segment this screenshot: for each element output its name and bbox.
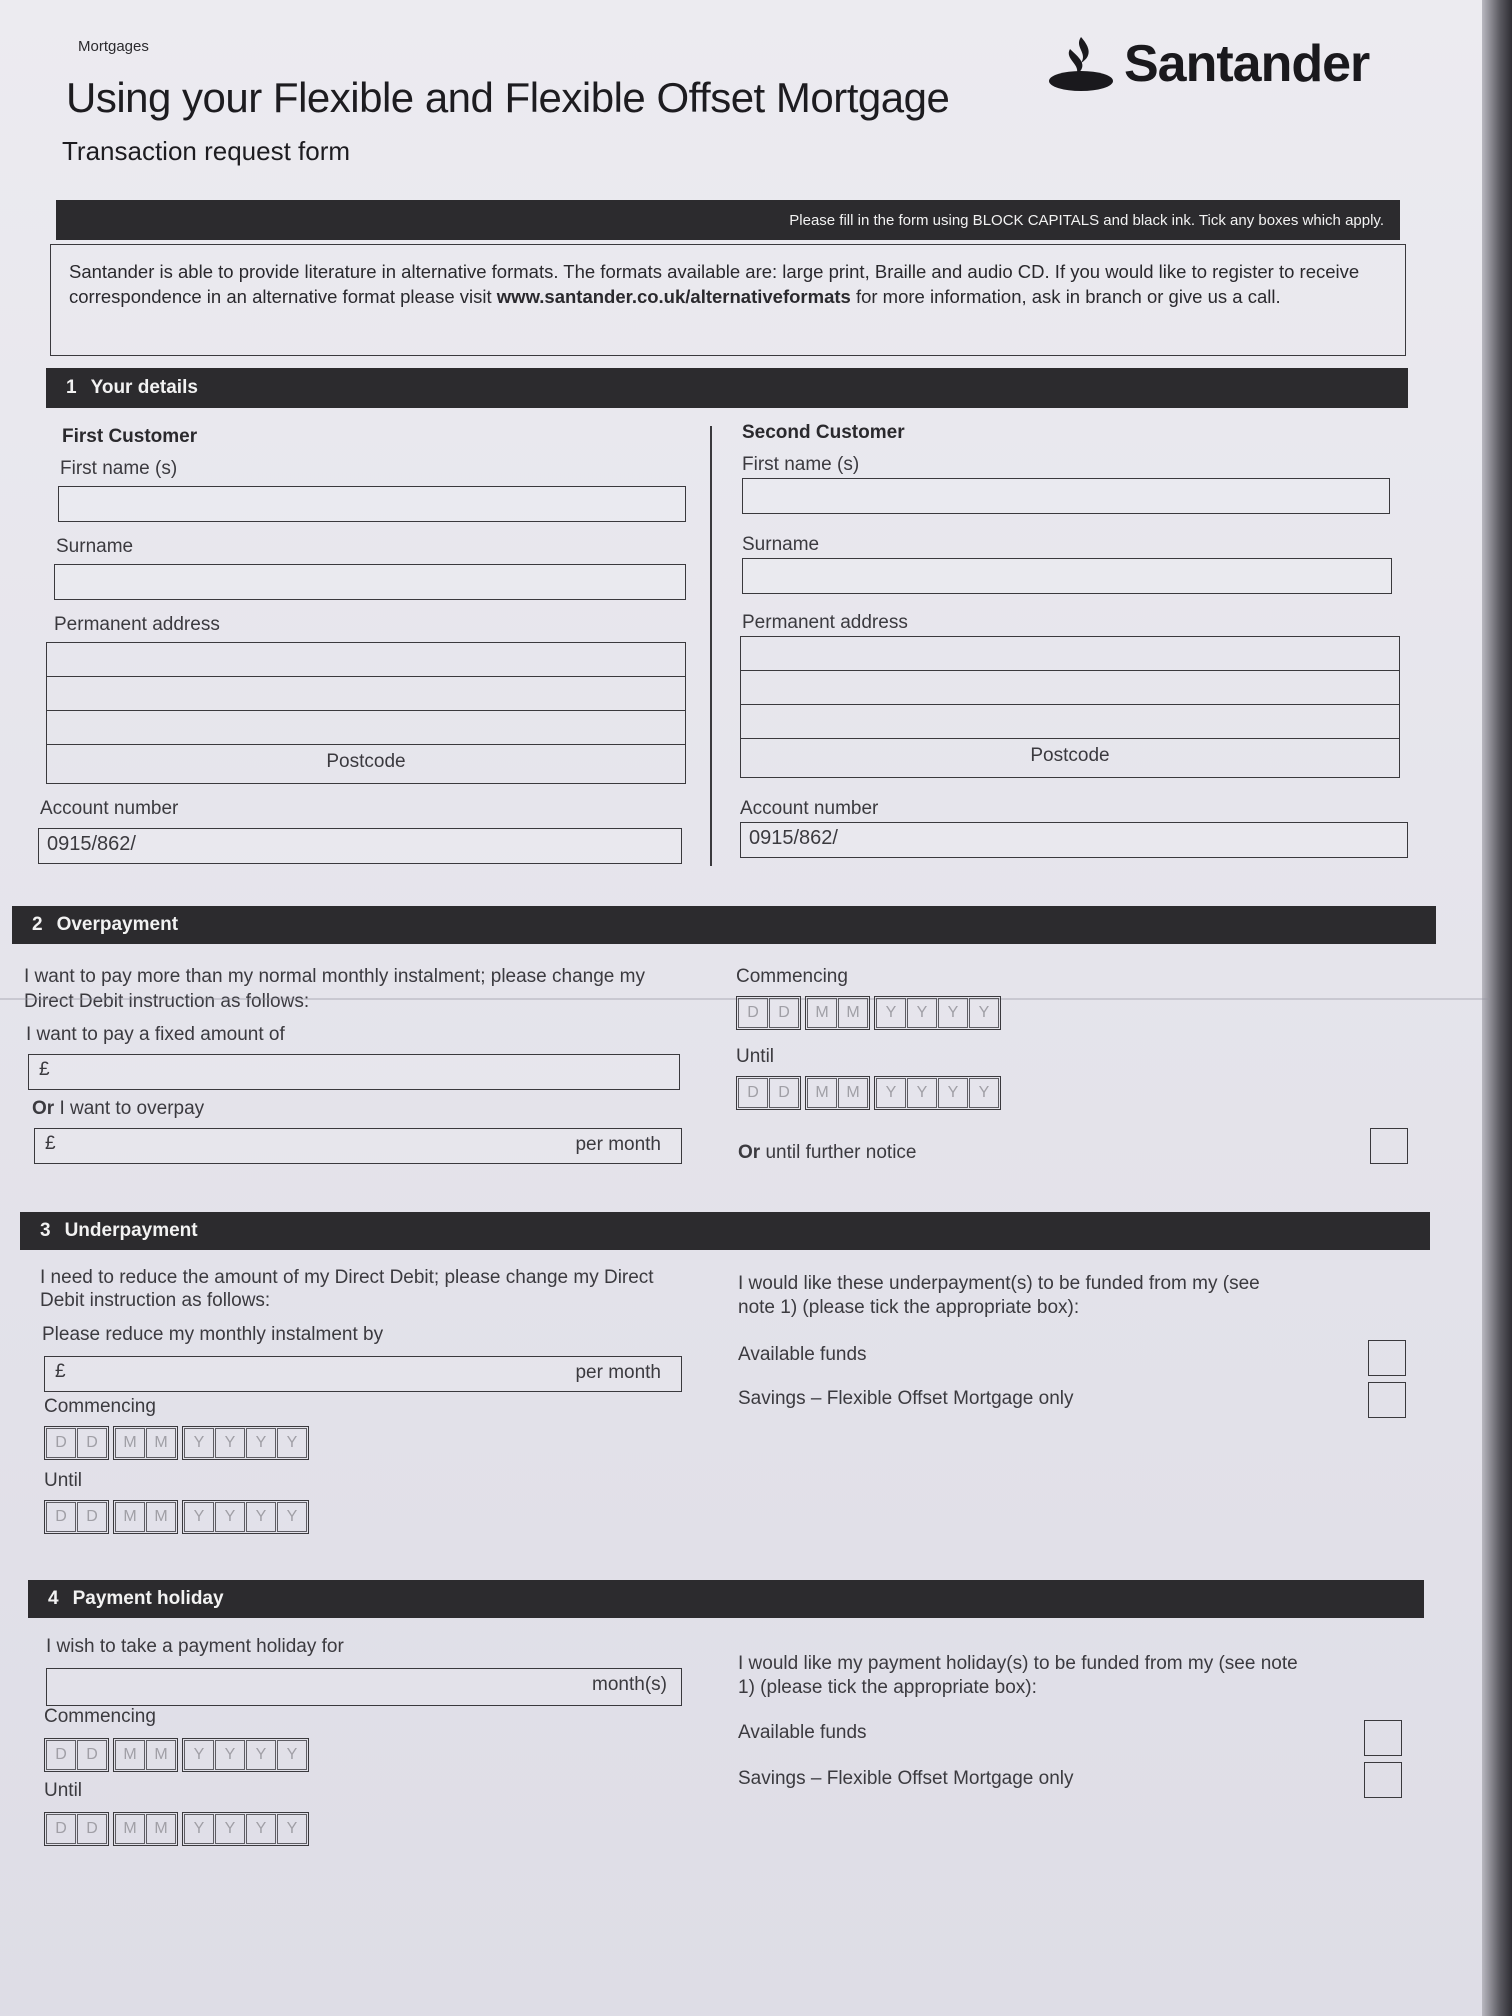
day-group[interactable]	[736, 1076, 801, 1110]
underpay-available-funds-checkbox[interactable]	[1368, 1340, 1406, 1376]
underpay-savings-checkbox[interactable]	[1368, 1382, 1406, 1418]
date-cell[interactable]: Y	[876, 1078, 906, 1108]
or-text: Or	[32, 1098, 55, 1119]
date-cell[interactable]: Y	[215, 1740, 245, 1770]
day-group[interactable]	[44, 1426, 109, 1460]
address-line-1[interactable]	[741, 637, 1399, 671]
section-4-header	[28, 1580, 1424, 1618]
date-cell[interactable]: Y	[907, 1078, 937, 1108]
underpay-funded-label: I would like these underpayment(s) to be funded from my (see note 1) (please tick the appropriate box):	[738, 1273, 1260, 1318]
page-title: Using your Flexible and Flexible Offset Mortgage	[66, 74, 950, 121]
alternative-formats-link[interactable]: www.santander.co.uk/alternativeformats	[496, 286, 851, 307]
first-customer-address-input[interactable]	[46, 642, 686, 784]
date-cell[interactable]: Y	[246, 1502, 276, 1532]
day-group[interactable]	[736, 996, 801, 1030]
first-customer-account-value: 0915/862/	[47, 833, 136, 855]
date-cell[interactable]: Y	[246, 1814, 276, 1844]
date-cell[interactable]: Y	[876, 998, 906, 1028]
date-cell[interactable]: Y	[184, 1428, 214, 1458]
section-4-number: 4	[48, 1588, 59, 1609]
date-cell[interactable]: Y	[215, 1814, 245, 1844]
first-customer-address-label: Permanent address	[54, 614, 220, 635]
date-cell[interactable]: M	[146, 1814, 176, 1844]
date-cell[interactable]: Y	[246, 1428, 276, 1458]
date-cell[interactable]: D	[46, 1814, 76, 1844]
second-customer-account-value: 0915/862/	[749, 827, 838, 849]
section-2-number: 2	[32, 914, 43, 935]
year-group[interactable]	[874, 996, 1001, 1030]
per-month-suffix: per month	[575, 1362, 661, 1383]
date-cell[interactable]: M	[115, 1428, 145, 1458]
holiday-savings-label: Savings – Flexible Offset Mortgage only	[738, 1768, 1074, 1789]
second-customer-first-name-label: First name (s)	[742, 454, 860, 475]
first-customer-heading: First Customer	[62, 426, 198, 447]
first-customer-account-input[interactable]	[38, 828, 682, 864]
address-line-2[interactable]	[741, 671, 1399, 705]
holiday-available-funds-label: Available funds	[738, 1722, 867, 1743]
date-cell[interactable]: Y	[277, 1814, 307, 1844]
first-customer-first-name-input[interactable]	[58, 486, 686, 522]
date-cell[interactable]: Y	[969, 998, 999, 1028]
holiday-until-label: Until	[44, 1780, 83, 1801]
date-cell[interactable]: Y	[277, 1740, 307, 1770]
date-cell[interactable]: M	[838, 1078, 868, 1108]
day-group[interactable]	[44, 1500, 109, 1534]
info-text-1: Santander is able to provide literature in alternative formats. The formats available are: large print, Braille and audio CD. If you would like to register to receive correspondence in an alternative format please visit	[69, 261, 1360, 307]
customer-divider	[710, 426, 712, 866]
date-cell[interactable]: D	[77, 1428, 107, 1458]
date-cell[interactable]: Y	[277, 1428, 307, 1458]
second-customer-address-label: Permanent address	[742, 612, 908, 633]
postcode-row[interactable]: Postcode	[1030, 745, 1110, 766]
date-cell[interactable]: D	[77, 1740, 107, 1770]
first-customer-surname-label: Surname	[56, 536, 134, 557]
further-notice-text: until further notice	[760, 1142, 917, 1163]
notice-bar	[56, 200, 1400, 240]
second-customer-first-name-input[interactable]	[742, 478, 1390, 514]
second-customer-surname-input[interactable]	[742, 558, 1392, 594]
alternative-formats-box	[50, 244, 1406, 356]
month-group[interactable]	[113, 1738, 178, 1772]
date-cell[interactable]: D	[77, 1814, 107, 1844]
holiday-savings-checkbox[interactable]	[1364, 1762, 1402, 1798]
holiday-commencing-date[interactable]	[44, 1738, 309, 1772]
date-cell[interactable]: Y	[938, 998, 968, 1028]
date-cell[interactable]: M	[146, 1740, 176, 1770]
date-cell[interactable]: Y	[215, 1502, 245, 1532]
overpay-commencing-label: Commencing	[736, 966, 848, 987]
category-label: Mortgages	[78, 38, 149, 55]
currency-symbol: £	[55, 1361, 66, 1382]
section-1-header	[46, 368, 1408, 408]
first-customer-account-label: Account number	[40, 798, 179, 819]
holiday-months-input[interactable]	[46, 1668, 682, 1706]
page-edge-shadow	[1482, 0, 1512, 2016]
holiday-funded-label: I would like my payment holiday(s) to be funded from my (see note 1) (please tick the appropriate box):	[738, 1653, 1298, 1698]
section-3-number: 3	[40, 1220, 51, 1241]
holiday-label: I wish to take a payment holiday for	[46, 1636, 344, 1657]
holiday-until-date[interactable]	[44, 1812, 309, 1846]
first-customer-surname-input[interactable]	[54, 564, 686, 600]
date-cell[interactable]: Y	[938, 1078, 968, 1108]
section-4-title: Payment holiday	[72, 1588, 224, 1609]
first-customer-first-name-label: First name (s)	[60, 458, 178, 479]
month-group[interactable]	[113, 1812, 178, 1846]
postcode-row[interactable]: Postcode	[326, 751, 406, 772]
date-cell[interactable]: M	[115, 1814, 145, 1844]
section-1-title: Your details	[90, 377, 198, 398]
holiday-available-funds-checkbox[interactable]	[1364, 1720, 1402, 1756]
date-cell[interactable]: Y	[184, 1740, 214, 1770]
second-customer-surname-label: Surname	[742, 534, 820, 555]
date-cell[interactable]: M	[838, 998, 868, 1028]
or-text: Or	[738, 1142, 761, 1163]
date-cell[interactable]: Y	[907, 998, 937, 1028]
second-customer-address-input[interactable]	[740, 636, 1400, 778]
date-cell[interactable]: Y	[969, 1078, 999, 1108]
year-group[interactable]	[182, 1738, 309, 1772]
brand-logo	[1048, 34, 1369, 94]
date-cell[interactable]: Y	[277, 1502, 307, 1532]
info-text-2: for more information, ask in branch or give us a call.	[850, 286, 1281, 307]
reduce-label: Please reduce my monthly instalment by	[42, 1324, 384, 1345]
second-customer-account-label: Account number	[740, 798, 879, 819]
month-group[interactable]	[113, 1500, 178, 1534]
date-cell[interactable]: D	[77, 1502, 107, 1532]
overpay-until-label: Until	[736, 1046, 775, 1067]
holiday-commencing-label: Commencing	[44, 1706, 156, 1727]
address-line-1[interactable]	[47, 643, 685, 677]
date-cell[interactable]: Y	[215, 1428, 245, 1458]
brand-name: Santander	[1124, 35, 1370, 93]
fixed-amount-input[interactable]	[28, 1054, 680, 1090]
second-customer-heading: Second Customer	[742, 422, 905, 443]
section-2-header	[12, 906, 1436, 944]
date-cell[interactable]: D	[738, 998, 768, 1028]
date-cell[interactable]: Y	[246, 1740, 276, 1770]
date-cell[interactable]: D	[46, 1502, 76, 1532]
overpay-until-date[interactable]	[736, 1076, 1001, 1110]
currency-symbol: £	[39, 1059, 50, 1080]
underpay-available-funds-label: Available funds	[738, 1344, 867, 1365]
month-group[interactable]	[113, 1426, 178, 1460]
page-subtitle: Transaction request form	[62, 136, 351, 166]
months-suffix: month(s)	[592, 1674, 667, 1695]
further-notice-label	[738, 1142, 917, 1164]
address-line-2[interactable]	[47, 677, 685, 711]
date-cell[interactable]: D	[769, 998, 799, 1028]
address-line-3[interactable]	[47, 711, 685, 745]
date-cell[interactable]: D	[46, 1428, 76, 1458]
overpay-label	[32, 1098, 204, 1120]
day-group[interactable]	[44, 1738, 109, 1772]
month-group[interactable]	[805, 1076, 870, 1110]
fixed-amount-label: I want to pay a fixed amount of	[26, 1024, 285, 1045]
section-3-header	[20, 1212, 1430, 1250]
date-cell[interactable]: D	[769, 1078, 799, 1108]
date-cell[interactable]: Y	[184, 1502, 214, 1532]
underpay-commencing-date[interactable]	[44, 1426, 309, 1460]
date-cell[interactable]: D	[738, 1078, 768, 1108]
underpay-until-date[interactable]	[44, 1500, 309, 1534]
underpay-commencing-label: Commencing	[44, 1396, 156, 1417]
overpay-text: I want to overpay	[54, 1098, 205, 1119]
overpay-commencing-date[interactable]	[736, 996, 1001, 1030]
reduce-amount-input[interactable]	[44, 1356, 682, 1392]
section-2-title: Overpayment	[56, 914, 179, 935]
year-group[interactable]	[874, 1076, 1001, 1110]
date-cell[interactable]: Y	[184, 1814, 214, 1844]
date-cell[interactable]: M	[115, 1502, 145, 1532]
month-group[interactable]	[805, 996, 870, 1030]
date-cell[interactable]: M	[146, 1428, 176, 1458]
underpay-savings-label: Savings – Flexible Offset Mortgage only	[738, 1388, 1074, 1409]
date-cell[interactable]: M	[115, 1740, 145, 1770]
further-notice-checkbox[interactable]	[1370, 1128, 1408, 1164]
underpayment-intro: I need to reduce the amount of my Direct Debit; please change my Direct Debit instruction as follows:	[40, 1267, 654, 1311]
underpay-until-label: Until	[44, 1470, 83, 1491]
flame-icon	[1048, 35, 1114, 93]
section-1-number: 1	[66, 377, 77, 398]
date-cell[interactable]: M	[146, 1502, 176, 1532]
year-group[interactable]	[182, 1812, 309, 1846]
year-group[interactable]	[182, 1500, 309, 1534]
second-customer-account-input[interactable]	[740, 822, 1408, 858]
overpayment-intro: I want to pay more than my normal monthly instalment; please change my Direct Debit instruction as follows:	[24, 966, 645, 1012]
year-group[interactable]	[182, 1426, 309, 1460]
section-3-title: Underpayment	[64, 1220, 198, 1241]
day-group[interactable]	[44, 1812, 109, 1846]
overpay-amount-input[interactable]	[34, 1128, 682, 1164]
notice-text: Please fill in the form using BLOCK CAPITALS and black ink. Tick any boxes which apply.	[789, 211, 1384, 229]
date-cell[interactable]: M	[807, 1078, 837, 1108]
per-month-suffix: per month	[575, 1134, 661, 1155]
currency-symbol: £	[45, 1133, 56, 1154]
date-cell[interactable]: D	[46, 1740, 76, 1770]
address-line-3[interactable]	[741, 705, 1399, 739]
date-cell[interactable]: M	[807, 998, 837, 1028]
